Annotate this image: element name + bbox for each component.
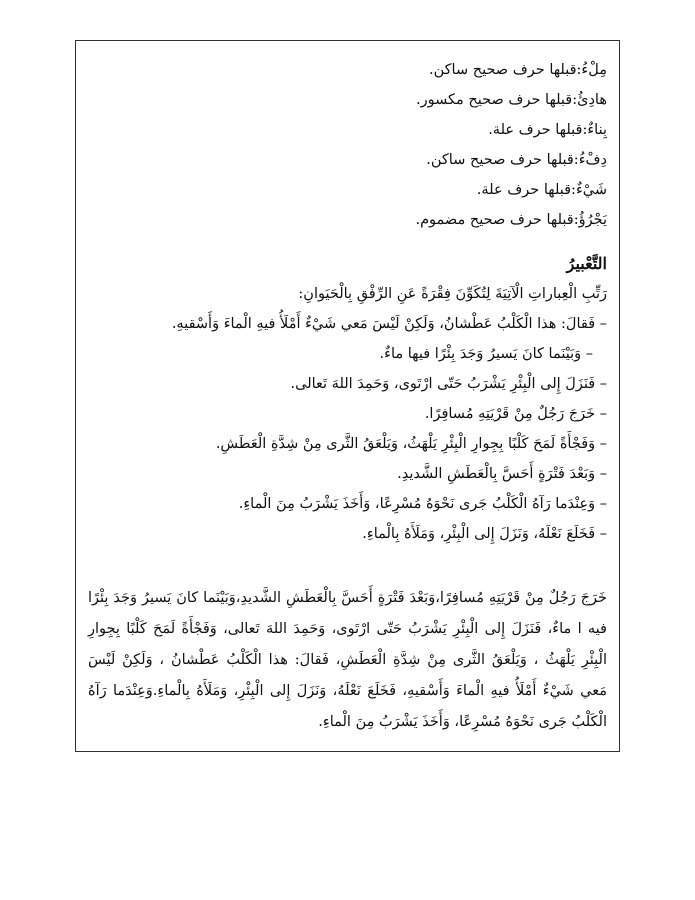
list-item-4: – خَرَجَ رَجُلٌ مِنْ قَرْيَتِهِ مُسافِرًا. — [88, 399, 607, 429]
hamza-rule-4: دِفْءُ:قبلها حرف صحيح ساكن. — [426, 152, 607, 168]
hamza-rule-2: هادِئُ:قبلها حرف صحيح مكسور. — [415, 92, 607, 108]
list-item-1: – فَقالَ: هذا الْكَلْبُ عَطْشانُ، وَلَكِنْ لَيْسَ مَعي شَيْءٌ أَمْلَأُ فيهِ الْماءَ وَأَسْقيهِ. — [88, 309, 607, 339]
answer-paragraph: خَرَجَ رَجُلٌ مِنْ قَرْيَتِهِ مُسافِرًا،وَبَعْدَ فَتْرَةٍ أَحَسَّ بِالْعَطَشِ الشَّديدِ،وَبَيْنَما كانَ يَسيرُ وَجَدَ بِئْرًا فيه ا ماءٌ، فَنَزَلَ إِلى الْبِئْرِ يَشْرَبُ حَتّى ارْتَوى، وَحَمِدَ اللهَ تَعالى، وَفَجْأَةً لَمَحَ كَلْبًا بِجِوارِ الْبِئْرِ يَلْهَثُ ، وَيَلْعَقُ الثَّرى مِنْ شِدَّةِ الْعَطَشِ، فَقالَ: هذا الْكَلْبُ عَطْشانُ ، وَلَكِنْ لَيْسَ مَعي شَيْءٌ أَمْلَأُ فيهِ الْماءَ وَأَسْقيهِ، فَخَلَعَ نَعْلَهُ، وَنَزَلَ إِلى الْبِئْرِ، وَمَلَأَهُ بِالْماءِ.وَعِنْدَما رَآهُ الْكَلْبُ جَرى نَحْوَهُ مُسْرِعًا، وَأَخَذَ يَشْرَبُ مِنَ الْماءِ. — [88, 590, 607, 730]
list-item-8: – فَخَلَعَ نَعْلَهُ، وَنَزَلَ إِلى الْبِئْرِ، وَمَلَأَهُ بِالْماءِ. — [88, 519, 607, 549]
content-frame — [75, 40, 620, 752]
hamza-rule-1: مِلْءُ:قبلها حرف صحيح ساكن. — [428, 62, 607, 78]
page-content — [88, 55, 607, 738]
hamza-rule-5: شَيْءٌ:قبلها حرف علة. — [476, 182, 607, 198]
section-title: التَّعْبيرُ — [566, 254, 607, 273]
list-item-5: – وَفَجْأَةً لَمَحَ كَلْبًا بِجِوارِ الْبِئْرِ يَلْهَثُ، وَيَلْعَقُ الثَّرى مِنْ شِدَّةِ الْعَطَشِ. — [88, 429, 607, 459]
list-item-7: – وَعِنْدَما رَآهُ الْكَلْبُ جَرى نَحْوَهُ مُسْرِعًا، وَأَخَذَ يَشْرَبُ مِنَ الْماءِ. — [88, 489, 607, 519]
list-item-6: – وَبَعْدَ فَتْرَةٍ أَحَسَّ بِالْعَطَشِ الشَّديدِ. — [88, 459, 607, 489]
list-item-2: – وَبَيْنَما كانَ يَسيرُ وَجَدَ بِئْرًا فيها ماءٌ. — [88, 339, 607, 369]
instruction: رَتِّبِ الْعِباراتِ الْآتِيَةَ لِتُكَوِّنَ فِقْرَةً عَنِ الرِّفْقِ بِالْحَيَوانِ: — [298, 286, 607, 302]
hamza-rule-6: يَجْرُؤُ:قبلها حرف صحيح مضموم. — [415, 212, 607, 228]
list-item-3: – فَنَزَلَ إِلى الْبِئْرِ يَشْرَبُ حَتّى ارْتَوى، وَحَمِدَ اللهَ تَعالى. — [88, 369, 607, 399]
hamza-rule-3: بِناءٌ:قبلها حرف علة. — [488, 122, 607, 138]
